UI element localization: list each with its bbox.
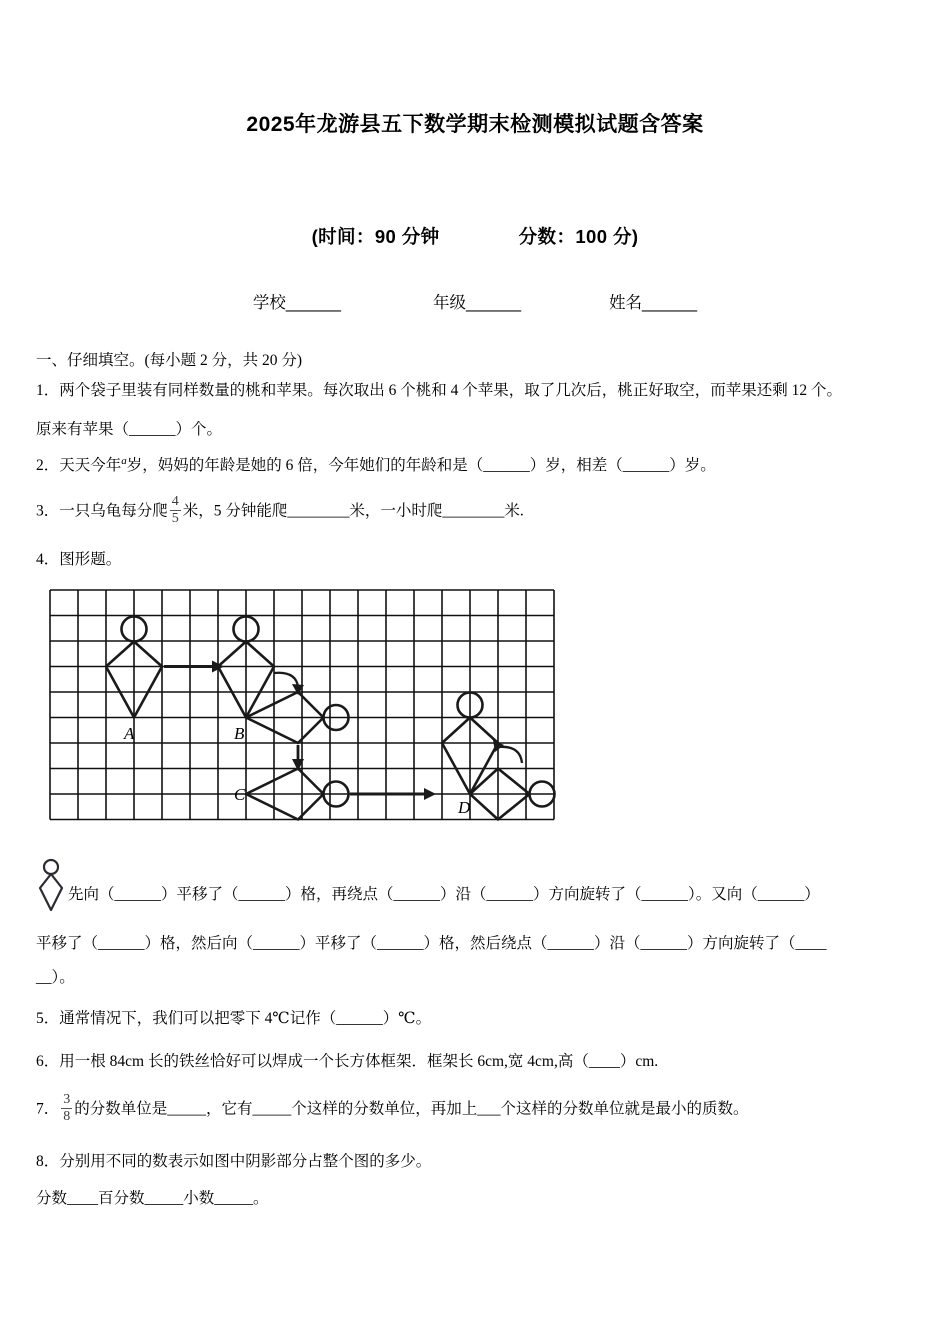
fraction-numerator: 4 bbox=[171, 493, 179, 509]
question-7-fraction bbox=[61, 1093, 72, 1124]
kite-icon-svg bbox=[36, 858, 66, 912]
name-field: 姓名______ bbox=[609, 294, 698, 313]
shape-label-C: C bbox=[234, 784, 246, 804]
fraction-denominator: 5 bbox=[171, 510, 179, 526]
arrow-translate-A-to-B bbox=[164, 660, 224, 672]
shape-label-B: B bbox=[234, 723, 245, 743]
id-spacer-2 bbox=[521, 289, 609, 313]
question-4-number: 4． bbox=[36, 550, 60, 568]
fraction-denominator: 8 bbox=[63, 1108, 71, 1124]
question-2-number: 2． bbox=[36, 456, 60, 474]
question-7-text: 的分数单位是_____，它有_____个这样的分数单位，再加上___个这样的分数单位就是最小的质数。 bbox=[74, 1100, 749, 1118]
question-8-line-2: 分数____百分数_____小数_____。 bbox=[36, 1189, 269, 1207]
grid-svg bbox=[48, 587, 568, 832]
question-2-text-b: 岁，妈妈的年龄是她的 6 倍，今年她们的年龄和是（______）岁，相差（______）岁。 bbox=[126, 456, 716, 474]
question-6-text: 用一根 84cm 长的铁丝恰好可以焊成一个长方体框架．框架长 6cm,宽 4cm,高（____）cm. bbox=[59, 1052, 659, 1070]
question-7 bbox=[36, 1093, 914, 1124]
question-6-number: 6． bbox=[36, 1052, 60, 1070]
question-5-text: 通常情况下，我们可以把零下 4℃记作（______）℃。 bbox=[59, 1010, 432, 1028]
shape-label-A: A bbox=[124, 723, 135, 743]
exam-info-line bbox=[36, 137, 914, 249]
exam-score: 分数：100 分) bbox=[518, 226, 639, 248]
page-title: 2025年龙游县五下数学期末检测模拟试题含答案 bbox=[246, 113, 704, 136]
kite-with-circle-icon bbox=[36, 858, 66, 912]
question-2-text-a: 天天今年 bbox=[59, 456, 122, 474]
question-3-text-b: 米，5 分钟能爬________米，一小时爬________米. bbox=[182, 502, 524, 520]
question-5-number: 5． bbox=[36, 1010, 60, 1028]
question-1-text: 两个袋子里装有同样数量的桃和苹果。每次取出 6 个桃和 4 个苹果，取了几次后，桃正好取空，而苹果还剩 12 个。 bbox=[59, 382, 843, 400]
question-4-answer-line-3: __）。 bbox=[36, 969, 75, 987]
question-8-line-1 bbox=[36, 1150, 914, 1175]
question-2 bbox=[36, 453, 914, 479]
exam-time: (时间：90 分钟 bbox=[311, 226, 440, 248]
question-3-number: 3． bbox=[36, 502, 60, 520]
question-5 bbox=[36, 1007, 914, 1032]
school-field: 学校______ bbox=[252, 294, 341, 313]
question-3 bbox=[36, 495, 914, 526]
shape-label-D: D bbox=[458, 797, 471, 817]
question-1-number: 1． bbox=[36, 382, 60, 400]
transformation-grid-figure bbox=[48, 587, 914, 832]
question-8-text: 分别用不同的数表示如图中阴影部分占整个图的多少。 bbox=[59, 1152, 432, 1170]
question-7-number: 7． bbox=[36, 1100, 60, 1118]
question-3-text-a: 一只乌龟每分爬 bbox=[59, 502, 168, 520]
question-4-text: 图形题。 bbox=[59, 550, 122, 568]
question-1-line-2: 原来有苹果（______）个。 bbox=[36, 421, 223, 438]
question-2-variable: a bbox=[121, 454, 127, 467]
question-8-number: 8． bbox=[36, 1152, 60, 1170]
question-4-answer-line-1-row bbox=[36, 858, 914, 910]
question-1-line-1 bbox=[36, 379, 914, 404]
question-4 bbox=[36, 548, 914, 573]
question-6 bbox=[36, 1050, 914, 1075]
arrow-translate-C-to-D bbox=[350, 788, 436, 800]
fraction-numerator: 3 bbox=[63, 1091, 71, 1107]
student-id-line bbox=[36, 249, 914, 313]
question-4-answer-line-2: 平移了（______）格，然后向（______）平移了（______）格，然后绕点（______）沿（______）方向旋转了（____ bbox=[36, 934, 827, 952]
grade-field: 年级______ bbox=[432, 294, 522, 313]
id-spacer-1 bbox=[341, 289, 433, 313]
question-4-answer-line-1: 先向（______）平移了（______）格，再绕点（______）沿（______）方向旋转了（______）。又向（______） bbox=[68, 885, 820, 903]
question-3-fraction bbox=[170, 495, 181, 526]
section-heading: 一、仔细填空。(每小题 2 分，共 20 分) bbox=[36, 352, 303, 370]
